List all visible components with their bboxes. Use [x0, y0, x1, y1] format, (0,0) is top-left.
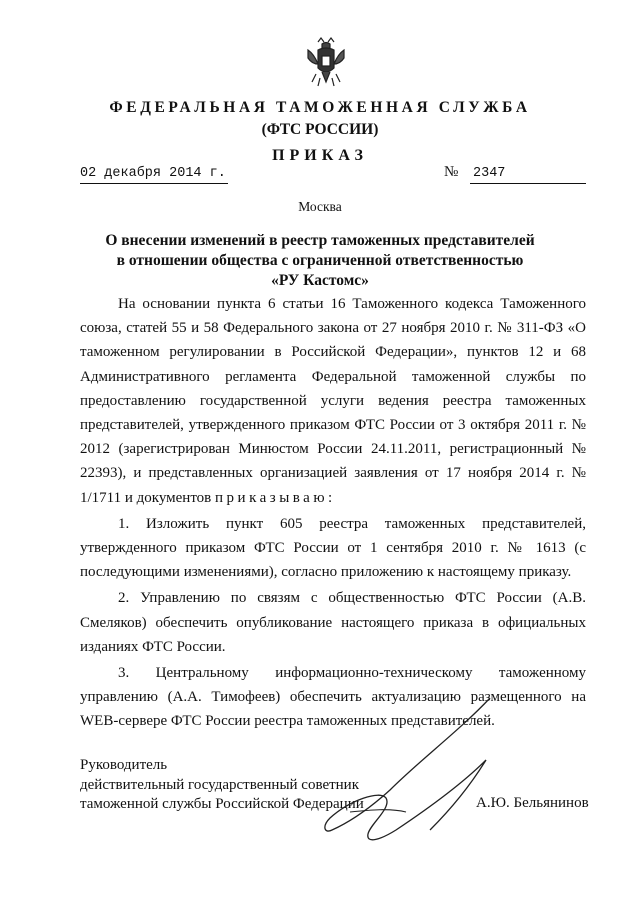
signatory-name: А.Ю. Бельянинов: [476, 795, 589, 811]
order-item-2: 2. Управлению по связям с общественностью ФТС России (А.В. Смеляков) обеспечить опубликование настоящего приказа в официальных изданиях ФТС России.: [80, 590, 586, 655]
order-word: приказываю:: [215, 489, 336, 506]
preamble-text: На основании пункта 6 статьи 16 Таможенного кодекса Таможенного союза, статей 55 и 58 Федерального закона от 27 ноября 2010 г. № 311-ФЗ «О таможенном регулировании в Российской Федерации», пунктов 12 и 68 Административного регламента Федеральной таможенной службы по предоставлению государственной услуги ведения реестра таможенных представителей, утвержденного приказом ФТС России от 3 октября 2011 г. № 2012 (зарегистрирован Минюстом России 24.11.2011, регистрационный № 22393), и представленных организацией заявления от 17 ноября 2014 г. № 1/1711 и документов: [80, 296, 586, 506]
handwritten-signature: [310, 690, 530, 850]
order-body: [80, 292, 586, 734]
city: Москва: [298, 199, 342, 214]
document-type: ПРИКАЗ: [272, 147, 368, 164]
order-item-3: 3. Центральному информационно-техническому таможенному управлению (А.А. Тимофеев) обеспечить актуализацию размещенного на WEB-сервере ФТС России реестра таможенных представителей.: [80, 665, 586, 730]
number-sign: №: [444, 164, 459, 180]
signatory-line: таможенной службы Российской Федерации: [80, 796, 364, 812]
order-title: [100, 231, 540, 291]
title-line: «РУ Кастомс»: [271, 272, 369, 289]
number-underline: [470, 183, 586, 184]
preamble-paragraph: [80, 292, 586, 510]
title-line: в отношении общества с ограниченной ответственностью: [116, 252, 524, 269]
agency-name: ФЕДЕРАЛЬНАЯ ТАМОЖЕННАЯ СЛУЖБА: [109, 99, 531, 116]
signatory-line: действительный государственный советник: [80, 776, 360, 793]
order-item-1: 1. Изложить пункт 605 реестра таможенных представителей, утвержденного приказом ФТС России от 1 сентября 2010 г. № 1613 (с последующими изменениями), согласно приложению к настоящему приказу.: [80, 515, 586, 581]
date-underline: [80, 183, 228, 184]
order-number: 2347: [473, 166, 506, 181]
signatory-line: Руководитель: [80, 757, 168, 773]
order-date: 02 декабря 2014 г.: [80, 166, 226, 181]
title-line: О внесении изменений в реестр таможенных представителей: [105, 232, 535, 249]
agency-short-name: (ФТС РОССИИ): [261, 121, 379, 138]
coat-of-arms-icon: [304, 36, 348, 90]
